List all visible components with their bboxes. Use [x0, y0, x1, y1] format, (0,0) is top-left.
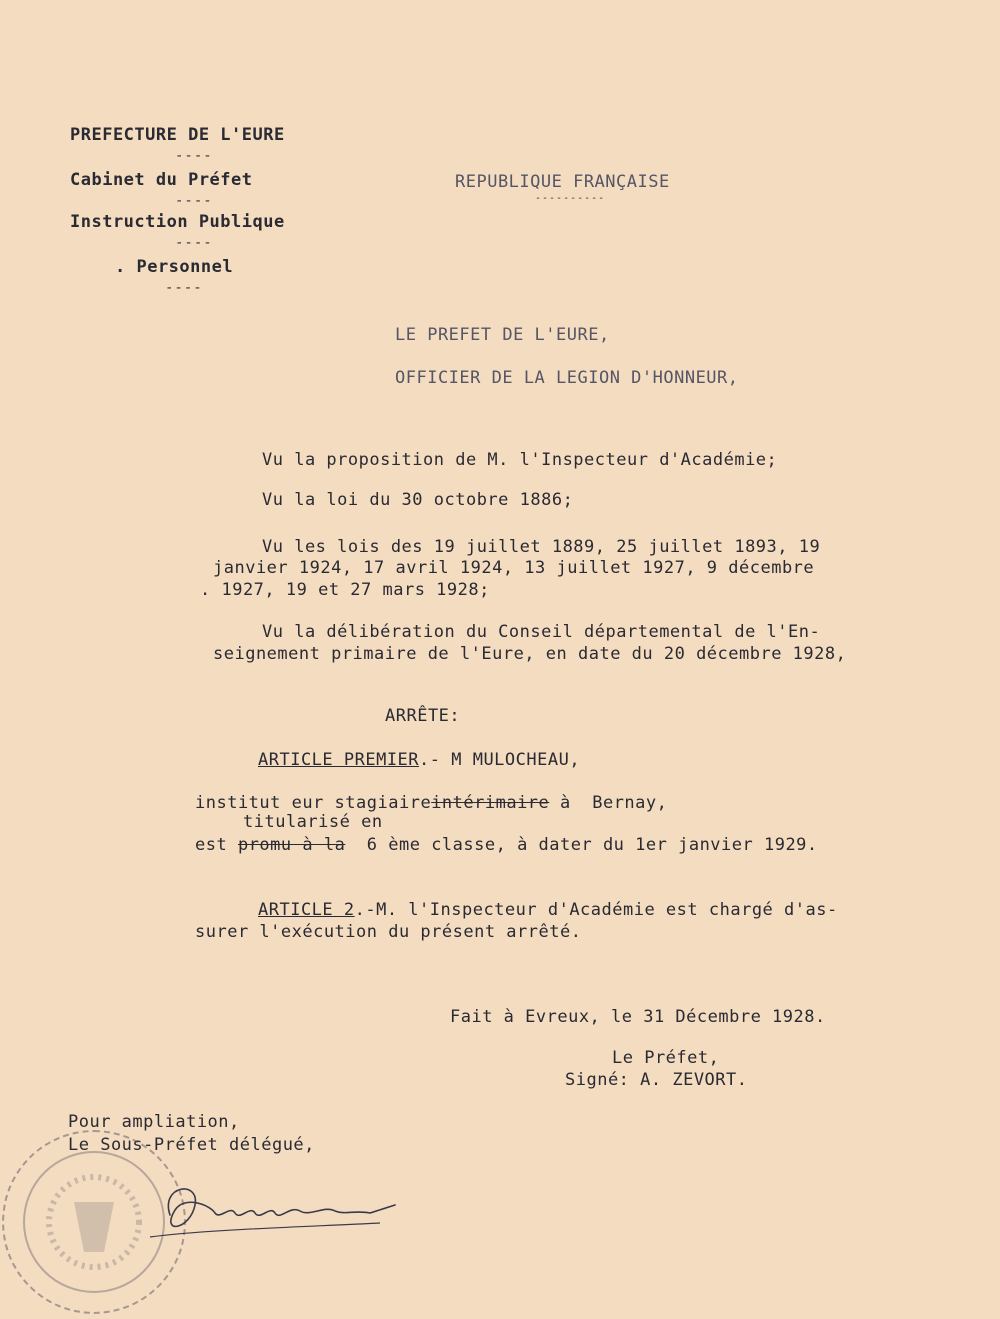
prefecture-heading: PREFECTURE DE L'EURE [70, 125, 285, 145]
vu-deliberation-line2: seignement primaire de l'Eure, en date du 20 décembre 1928, [213, 644, 847, 664]
republique-heading: REPUBLIQUE FRANÇAISE [455, 172, 670, 192]
article-2-label: ARTICLE 2 [258, 900, 355, 920]
officier-title: OFFICIER DE LA LEGION D'HONNEUR, [395, 368, 739, 388]
article-1 [258, 750, 580, 770]
text-fragment: 6 ème classe, à dater du 1er janvier 1929. [345, 835, 818, 855]
article-1-text: .- M MULOCHEAU, [419, 750, 581, 770]
sous-prefet-delegue: Le Sous-Préfet délégué, [68, 1135, 315, 1155]
vu-deliberation-line1: Vu la délibération du Conseil départemental de l'En- [262, 622, 821, 642]
divider-dash: ---- [175, 148, 213, 164]
text-fragment: à Bernay, [549, 793, 668, 813]
divider-dash: ---------- [535, 193, 606, 204]
instruction-heading: Instruction Publique [70, 212, 285, 232]
article-1-line1 [195, 793, 667, 813]
prefet-signature-title: Le Préfet, [612, 1048, 720, 1068]
arrete-heading: ARRÊTE: [385, 706, 461, 726]
article-2-line2: surer l'exécution du présent arrêté. [195, 922, 582, 942]
text-fragment: est [195, 835, 238, 855]
article-2-text: .-M. l'Inspecteur d'Académie est chargé d'as- [354, 900, 838, 920]
vu-proposition: Vu la proposition de M. l'Inspecteur d'Académie; [262, 450, 778, 470]
pour-ampliation: Pour ampliation, [68, 1112, 240, 1132]
divider-dash: ---- [175, 193, 213, 209]
text-fragment: giaire [366, 793, 432, 813]
divider-dash: ---- [165, 280, 203, 296]
prefet-title: LE PREFET DE L'EURE, [395, 325, 610, 345]
vu-loi-1886: Vu la loi du 30 octobre 1886; [262, 490, 574, 510]
article-1-insertion: titularisé en [243, 812, 383, 832]
handwritten-signature-icon [140, 1175, 410, 1245]
vu-lois-line2: janvier 1924, 17 avril 1924, 13 juillet 1927, 9 décembre [213, 558, 815, 578]
article-2 [258, 900, 838, 920]
personnel-heading: . Personnel [115, 257, 234, 277]
fait-a-evreux: Fait à Evreux, le 31 Décembre 1928. [450, 1007, 826, 1027]
divider-dash: ---- [175, 235, 213, 251]
text-fragment: institut eur sta [195, 793, 367, 813]
vu-lois-line1: Vu les lois des 19 juillet 1889, 25 juillet 1893, 19 [262, 537, 821, 557]
cabinet-heading: Cabinet du Préfet [70, 170, 253, 190]
signe-zevort: Signé: A. ZEVORT. [565, 1070, 748, 1090]
struck-text: promu à la [237, 835, 346, 855]
vu-lois-line3: . 1927, 19 et 27 mars 1928; [200, 580, 490, 600]
article-1-line2 [195, 835, 818, 855]
struck-text: intérimaire [431, 793, 550, 813]
article-1-label: ARTICLE PREMIER [258, 750, 420, 770]
